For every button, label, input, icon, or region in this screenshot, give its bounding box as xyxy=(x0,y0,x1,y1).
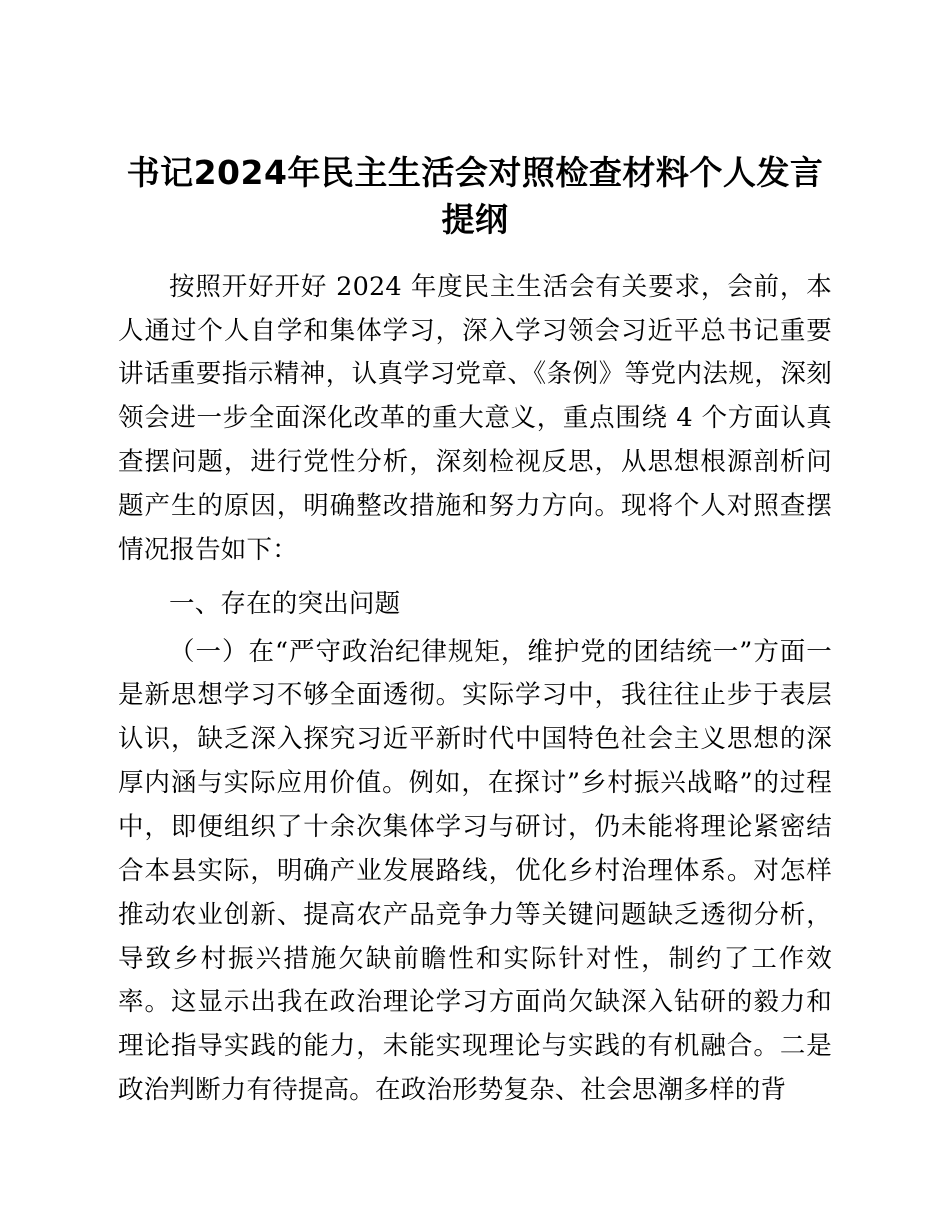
page-title: 书记2024年民主生活会对照检查材料个人发言提纲 xyxy=(126,153,824,239)
section-heading-one: 一、存在的突出问题 xyxy=(169,588,401,619)
paragraph-subsection-one: （一）在“严守政治纪律规矩，维护党的团结统一”方面一是新思想学习不够全面透彻。实际学习中，我往往止步于表层认识，缺乏深入探究习近平新时代中国特色社会主义思想的深厚内涵与实际应用价值。例如，在探讨”乡村振兴战略”的过程中，即便组织了十余次集体学习与研讨，仍未能将理论紧密结合本县实际，明确产业发展路线，优化乡村治理体系。对怎样推动农业创新、提高农产品竞争力等关键问题缺乏透彻分析，导致乡村振兴措施欠缺前瞻性和实际针对性，制约了工作效率。这显示出我在政治理论学习方面尚欠缺深入钻研的毅力和理论指导实践的能力，未能实现理论与实践的有机融合。二是政治判断力有待提高。在政治形势复杂、社会思潮多样的背 xyxy=(118,636,832,1106)
paragraph-intro: 按照开好开好 2024 年度民主生活会有关要求，会前，本人通过个人自学和集体学习，深入学习领会习近平总书记重要讲话重要指示精神，认真学习党章、《条例》等党内法规，深刻领会进一步全面深化改革的重大意义，重点围绕 4 个方面认真查摆问题，进行党性分析，深刻检视反思，从思想根源剖析问题产生的原因，明确整改措施和努力方向。现将个人对照查摆情况报告如下： xyxy=(118,271,832,565)
